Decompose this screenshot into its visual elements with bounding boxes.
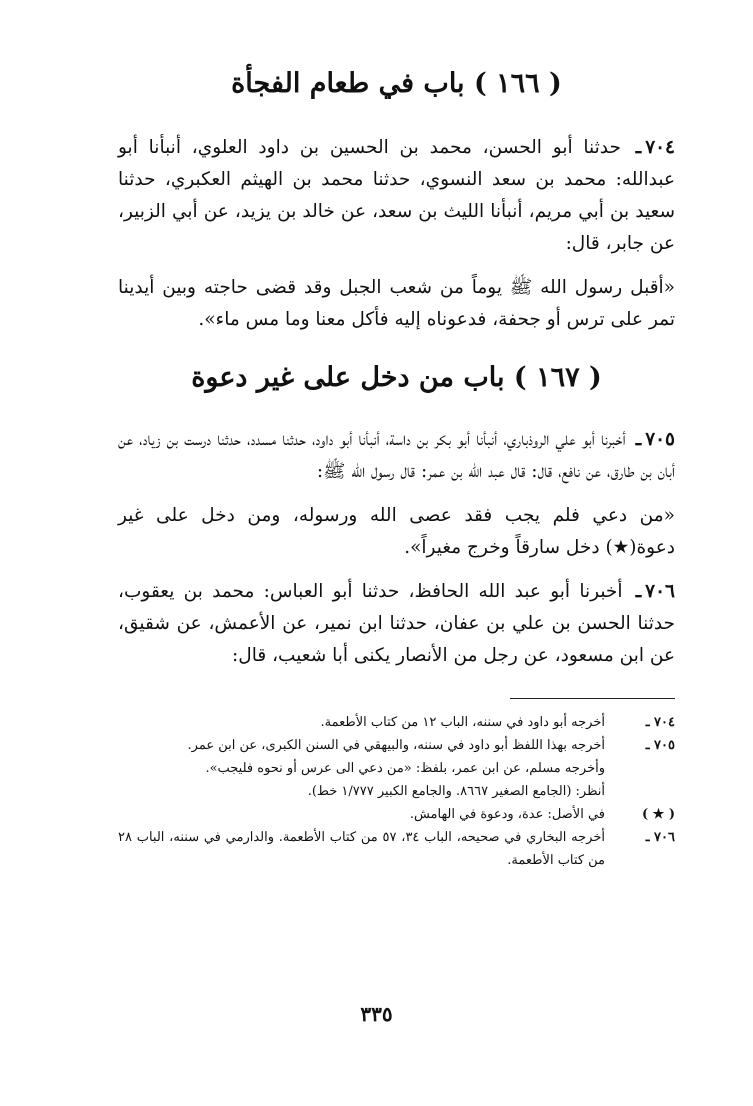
footnote-key bbox=[605, 757, 675, 780]
page-number: ٣٣٥ bbox=[360, 1002, 393, 1026]
footnote-divider bbox=[510, 698, 675, 699]
footnote-item bbox=[118, 757, 675, 780]
footnotes bbox=[118, 711, 675, 872]
footnote-item bbox=[118, 711, 675, 734]
footnote-key: ( ★ ) bbox=[641, 807, 675, 822]
hadith-705-isnad-text: أخبرنا أبو علي الروذباري، أنبأنا أبو بكر بن داسة، أنبأنا أبو داود، حدثنا مسدد، حدثنا درست بن زياد، عن أبان بن طارق، عن نافع، قال: قال عبد الله بن عمر: قال رسول الله ﷺ: bbox=[118, 429, 675, 482]
hadith-706-isnad bbox=[118, 576, 675, 672]
footnote-text: وأخرجه مسلم، عن ابن عمر، بلفظ: «من دعي الى عرس أو نحوه فليجب». bbox=[205, 761, 605, 776]
hadith-705-matn: «من دعي فلم يجب فقد عصى الله ورسوله، ومن دخل على غير دعوة(★) دخل سارقاً وخرج مغيراً». bbox=[118, 505, 675, 558]
footnote-item bbox=[118, 734, 675, 757]
hadith-704-isnad-text: حدثنا أبو الحسن، محمد بن الحسين بن داود العلوي، أنبأنا أبو عبدالله: محمد بن سعد النسوي، حدثنا محمد بن الهيثم العكبري، حدثنا سعيد بن أبي مريم، أنبأنا الليث بن سعد، عن خالد بن يزيد، عن أبي الزبير، عن جابر، قال: bbox=[118, 137, 675, 254]
hadith-705-dash: ـ bbox=[635, 429, 642, 450]
footnote-item bbox=[118, 826, 675, 872]
hadith-704-matn: «أقبل رسول الله ﷺ يوماً من شعب الجبل وقد قضى حاجته وبين أيدينا تمر على ترس أو جحفة، فدعوناه إليه فأكل معنا وما مس ماء». bbox=[118, 277, 675, 330]
footnote-key: ٧٠٥ ـ bbox=[645, 738, 675, 753]
chapter-166-title: ( ١٦٦ ) باب في طعام الفجأة bbox=[231, 68, 562, 99]
hadith-705-number: ٧٠٥ bbox=[645, 429, 675, 450]
hadith-704-isnad bbox=[118, 132, 675, 260]
footnote-item bbox=[118, 780, 675, 803]
chapter-167-title: ( ١٦٧ ) باب من دخل على غير دعوة bbox=[191, 362, 602, 393]
hadith-706-isnad-text: أخبرنا أبو عبد الله الحافظ، حدثنا أبو العباس: محمد بن يعقوب، حدثنا الحسن بن علي بن عفان، حدثنا ابن نمير، عن الأعمش، عن شقيق، عن ابن مسعود، عن رجل من الأنصار يكنى أبا شعيب، قال: bbox=[118, 581, 675, 666]
footnote-key: ٧٠٤ ـ bbox=[645, 715, 675, 730]
hadith-705-isnad bbox=[118, 424, 675, 488]
hadith-704-dash: ـ bbox=[635, 137, 642, 158]
hadith-704-number: ٧٠٤ bbox=[645, 137, 675, 158]
hadith-706-number: ٧٠٦ bbox=[645, 581, 675, 602]
footnote-item bbox=[118, 803, 675, 826]
footnote-key bbox=[605, 780, 675, 803]
footnote-key: ٧٠٦ ـ bbox=[645, 830, 675, 845]
footnote-text: أنظر: (الجامع الصغير ٨٦٦٧. والجامع الكبير ١/٧٧٧ خط). bbox=[307, 784, 605, 799]
footnote-text: أخرجه البخاري في صحيحه، الباب ٣٤، ٥٧ من كتاب الأطعمة. والدارمي في سننه، الباب ٢٨ من كتاب الأطعمة. bbox=[118, 830, 605, 868]
footnote-text: أخرجه أبو داود في سننه، الباب ١٢ من كتاب الأطعمة. bbox=[320, 715, 605, 730]
footnote-text: في الأصل: عدة، ودعوة في الهامش. bbox=[409, 807, 605, 822]
footnote-text: أخرجه بهذا اللفظ أبو داود في سننه، والبيهقي في السنن الكبرى، عن ابن عمر. bbox=[187, 738, 605, 753]
hadith-706-dash: ـ bbox=[635, 581, 642, 602]
